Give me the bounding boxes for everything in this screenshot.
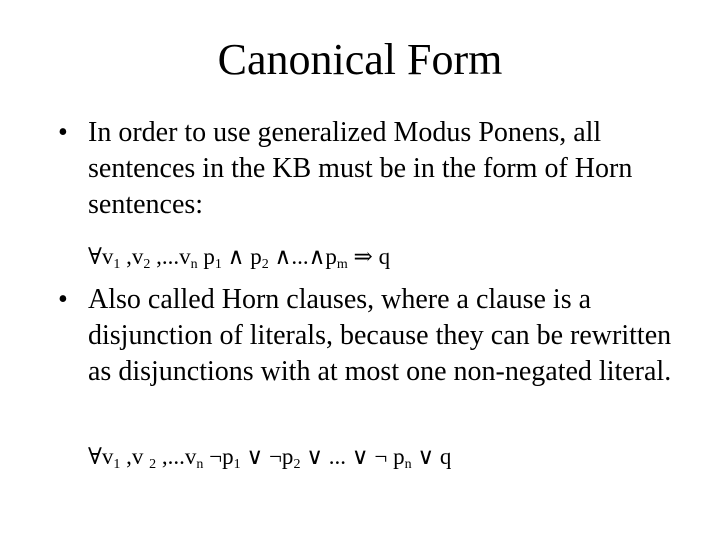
bullet-marker: • bbox=[58, 117, 68, 148]
formula-part: ∨ q bbox=[411, 444, 452, 469]
slide-title: Canonical Form bbox=[217, 35, 503, 84]
horn-clause-formula bbox=[88, 442, 451, 472]
bullet-item-2 bbox=[58, 282, 698, 390]
formula-part: ∨ ¬p bbox=[240, 444, 294, 469]
bullet-marker: • bbox=[58, 284, 68, 315]
formula-subscript: 2 bbox=[293, 457, 301, 472]
formula-part: ,v bbox=[120, 244, 144, 269]
formula-part: ¬p bbox=[203, 444, 234, 469]
formula-subscript: 2 bbox=[143, 257, 151, 272]
formula-subscript: 1 bbox=[214, 257, 222, 272]
formula-subscript: m bbox=[336, 257, 348, 272]
bullet-text-1: In order to use generalized Modus Ponens, all sentences in the KB must be in the form of Horn sentences: bbox=[88, 117, 633, 220]
formula-part: ,v bbox=[120, 444, 150, 469]
formula-part: ∀v bbox=[88, 244, 114, 269]
formula-part: ∧ p bbox=[221, 244, 262, 269]
formula-part: ,...v bbox=[150, 244, 191, 269]
formula-subscript: 2 bbox=[149, 457, 157, 472]
formula-part: ∀v bbox=[88, 444, 114, 469]
formula-subscript: n bbox=[196, 457, 204, 472]
horn-sentence-formula bbox=[88, 242, 390, 272]
formula-part: ∧...∧p bbox=[268, 244, 337, 269]
formula-subscript: 1 bbox=[113, 257, 121, 272]
formula-subscript: n bbox=[404, 457, 412, 472]
formula-subscript: 1 bbox=[233, 457, 241, 472]
formula-part: p bbox=[197, 244, 215, 269]
formula-part: ,...v bbox=[156, 444, 197, 469]
formula-part: ⇒ q bbox=[347, 244, 391, 269]
formula-subscript: 2 bbox=[261, 257, 269, 272]
formula-subscript: 1 bbox=[113, 457, 121, 472]
formula-part: ∨ ... ∨ ¬ p bbox=[300, 444, 405, 469]
bullet-item-1 bbox=[58, 115, 698, 223]
formula-subscript: n bbox=[190, 257, 198, 272]
bullet-text-2: Also called Horn clauses, where a clause is a disjunction of literals, because they can be rewritten as disjunctions with at most one non-negated literal. bbox=[88, 284, 672, 387]
